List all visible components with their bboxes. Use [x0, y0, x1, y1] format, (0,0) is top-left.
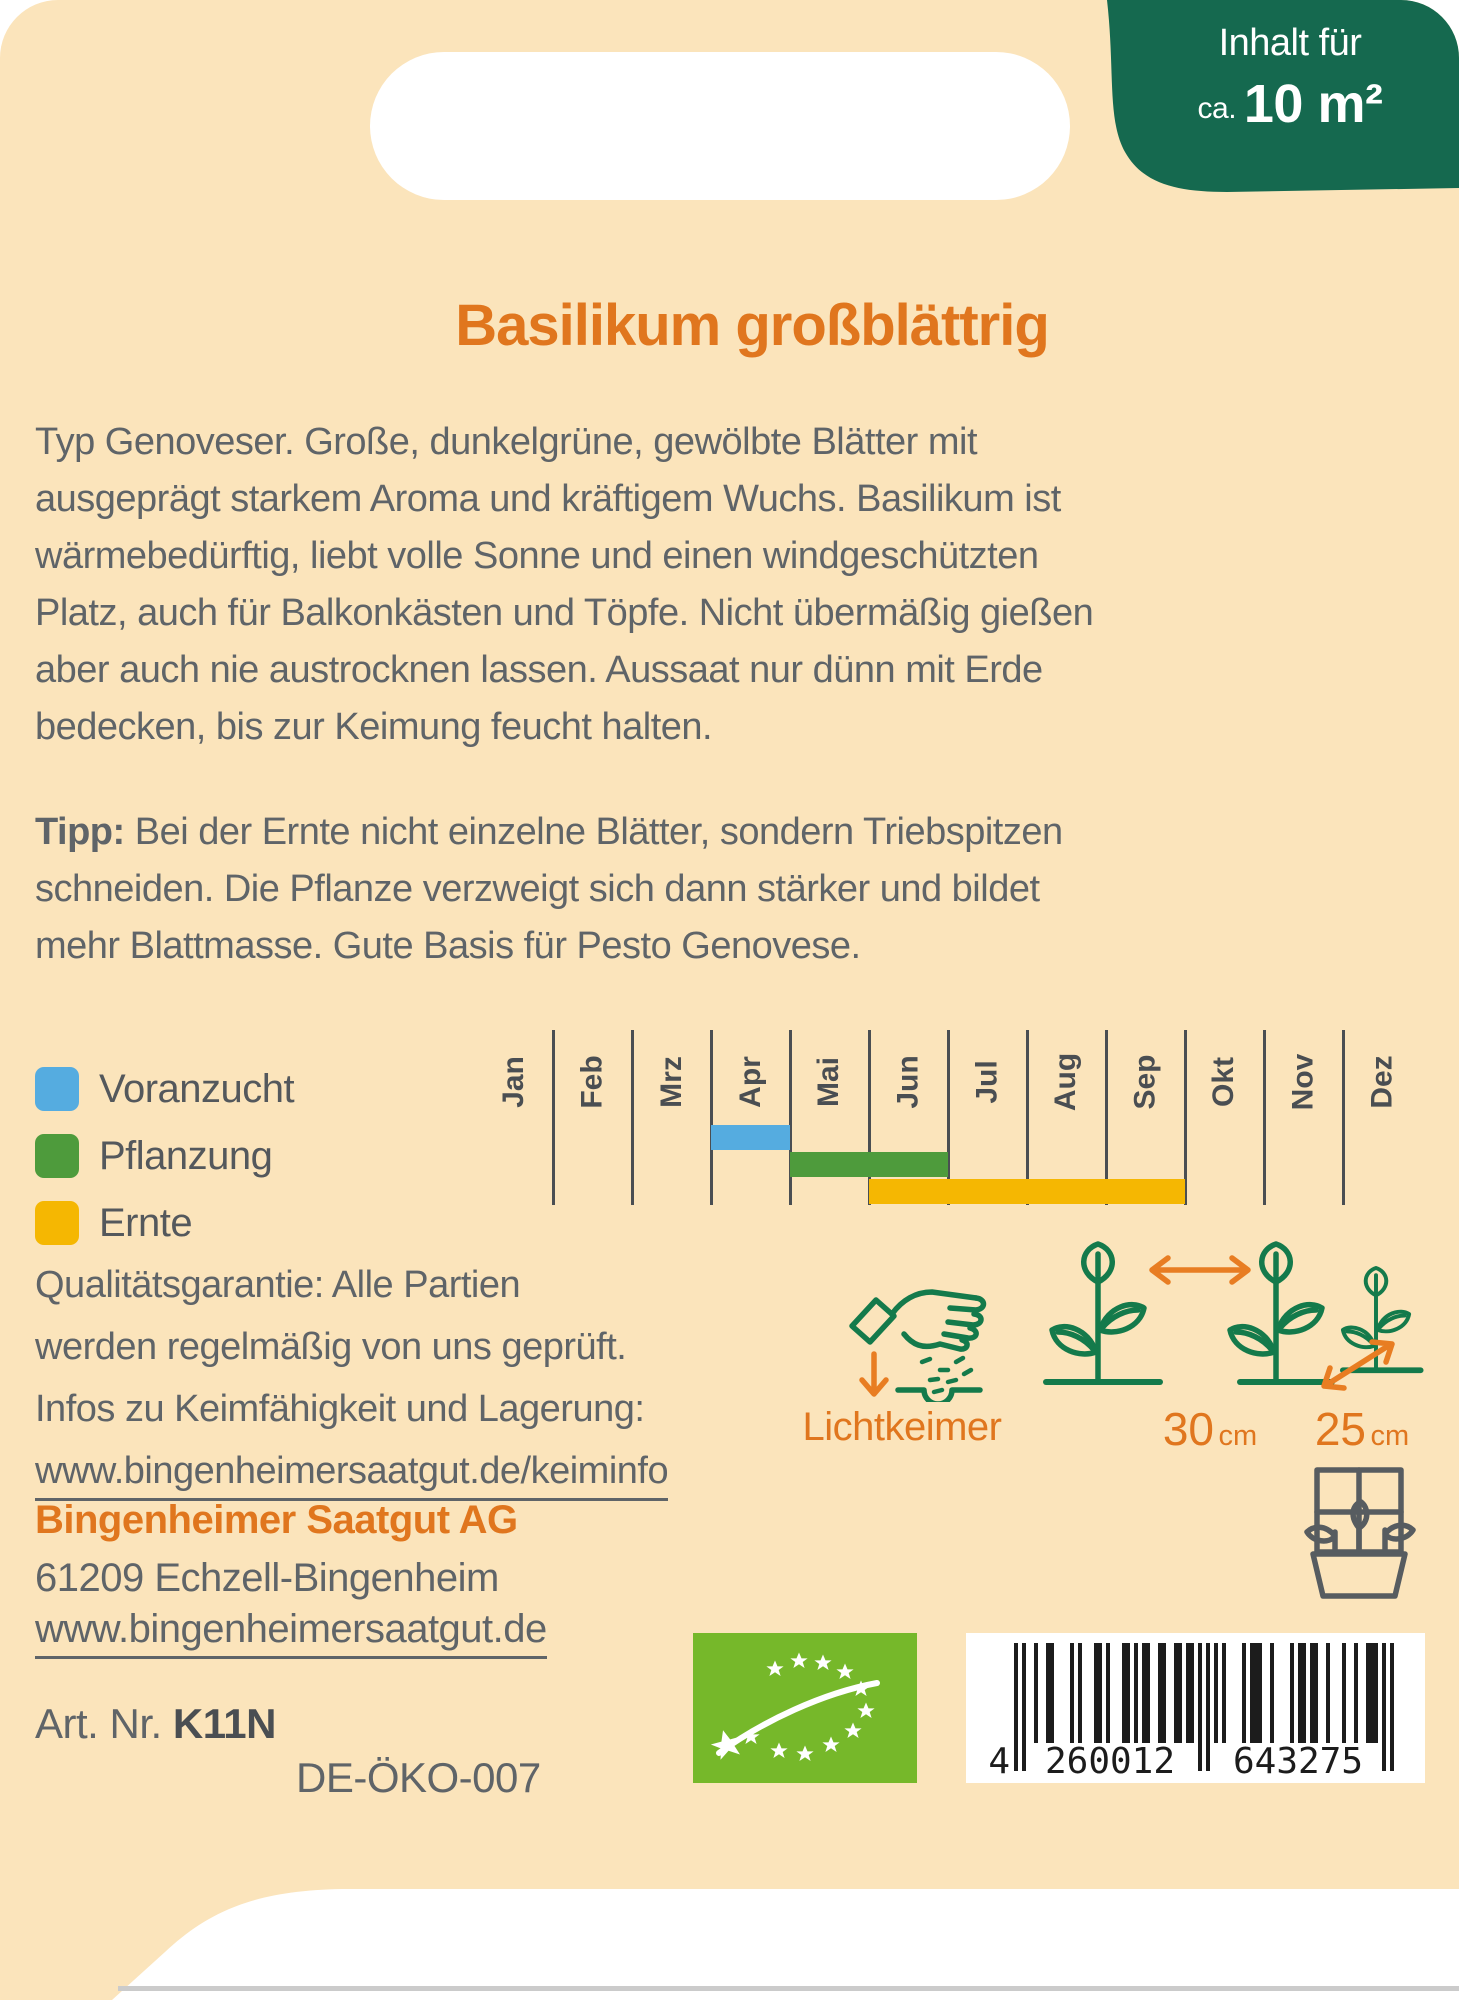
plant-spacing-label: 25 cm: [1314, 1403, 1410, 1455]
calendar-legend: [35, 1066, 294, 1246]
eco-control-code: DE-ÖKO-007: [296, 1754, 541, 1801]
row-spacing-label: 30 cm: [1162, 1403, 1258, 1455]
germination-info-link[interactable]: www.bingenheimersaatgut.de/keiminfo: [35, 1448, 668, 1501]
legend-item: [35, 1066, 294, 1112]
legend-label: Ernte: [99, 1200, 193, 1245]
legend-swatch: [35, 1067, 79, 1111]
description-paragraph: [35, 414, 1093, 756]
badge-line2: [1150, 73, 1430, 135]
period-bar-ernte: [869, 1179, 1185, 1204]
month-label: Jul: [970, 1060, 1004, 1104]
month-label: Apr: [733, 1056, 767, 1108]
description-line: bedecken, bis zur Keimung feucht halten.: [35, 706, 713, 748]
quality-line: Qualitätsgarantie: Alle Partien: [35, 1264, 521, 1306]
legend-item: [35, 1200, 294, 1246]
barcode: [966, 1633, 1425, 1783]
calendar-chart: [474, 1030, 1422, 1205]
legend-swatch: [35, 1201, 79, 1245]
month-label: Mai: [812, 1056, 846, 1108]
publisher-city: 61209 Echzell-Bingenheim: [35, 1556, 499, 1600]
month-label: Sep: [1128, 1054, 1162, 1110]
plant-spacing-icons: [1040, 1240, 1459, 1400]
description-line: aber auch nie austrocknen lassen. Aussaat nur dünn mit Erde: [35, 649, 1043, 691]
month-label: Aug: [1049, 1052, 1083, 1112]
badge-prefix: ca.: [1197, 92, 1237, 125]
barcode-right-digits: 643275: [1232, 1741, 1364, 1782]
month-label: Nov: [1286, 1053, 1320, 1111]
light-germinator-label: Lichtkeimer: [802, 1405, 1002, 1449]
quality-line: Infos zu Keimfähigkeit und Lagerung:: [35, 1388, 645, 1430]
legend-swatch: [35, 1134, 79, 1178]
legend-label: Pflanzung: [99, 1133, 273, 1178]
sowing-hand-icon: [838, 1262, 998, 1402]
month-label: Jun: [891, 1055, 925, 1109]
hang-hole-cutout: [370, 52, 1070, 200]
article-number-label: Art. Nr.: [35, 1700, 162, 1747]
description-line: Typ Genoveser. Große, dunkelgrüne, gewölbte Blätter mit: [35, 421, 978, 463]
tip-paragraph: [35, 804, 1063, 975]
month-label: Mrz: [654, 1056, 688, 1108]
content-badge: [1150, 22, 1430, 135]
tip-label: Tipp:: [35, 811, 125, 853]
surface-shadow-line: [118, 1986, 1459, 1991]
tip-line: [35, 804, 1063, 861]
barcode-left-digits: 260012: [1044, 1741, 1176, 1782]
tip-line: mehr Blattmasse. Gute Basis für Pesto Genovese.: [35, 925, 861, 967]
eu-organic-logo: [693, 1633, 917, 1783]
quality-line: werden regelmäßig von uns geprüft.: [35, 1326, 627, 1368]
month-label: Okt: [1207, 1056, 1241, 1108]
badge-value: 10 m²: [1243, 74, 1383, 134]
publisher-website-link[interactable]: www.bingenheimersaatgut.de: [35, 1606, 547, 1659]
publisher-name: Bingenheimer Saatgut AG: [35, 1498, 518, 1542]
description-line: wärmebedürftig, liebt volle Sonne und einen windgeschützten: [35, 535, 1039, 577]
description-line: ausgeprägt starkem Aroma und kräftigem Wuchs. Basilikum ist: [35, 478, 1061, 520]
badge-line1: Inhalt für: [1218, 22, 1362, 64]
month-label: Feb: [575, 1055, 609, 1109]
month-label: Jan: [496, 1056, 530, 1108]
quality-block: [35, 1254, 668, 1502]
article-number-row: [35, 1700, 276, 1748]
article-number-value: K11N: [172, 1700, 276, 1747]
description-line: Platz, auch für Balkonkästen und Töpfe. Nicht übermäßig gießen: [35, 592, 1094, 634]
window-box-icon: [1293, 1466, 1425, 1602]
legend-label: Voranzucht: [99, 1066, 295, 1111]
tip-line: schneiden. Die Pflanze verzweigt sich dann stärker und bildet: [35, 868, 1040, 910]
publisher-website-row: [35, 1606, 547, 1659]
period-bar-pflanzung: [790, 1152, 948, 1177]
month-label: Dez: [1365, 1055, 1399, 1109]
packet-bottom-edge: [0, 1860, 1459, 2000]
page-title: Basilikum großblättrig: [455, 293, 1049, 358]
barcode-lead-digit: 4: [988, 1741, 1010, 1782]
period-bar-voranzucht: [711, 1125, 790, 1150]
legend-item: [35, 1133, 294, 1179]
tip-text: Bei der Ernte nicht einzelne Blätter, sondern Triebspitzen: [134, 811, 1063, 853]
